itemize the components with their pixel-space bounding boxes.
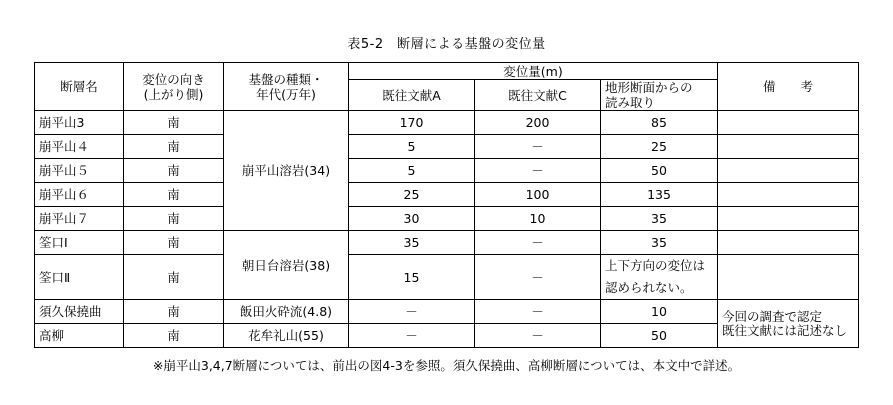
header-literature-c: 既往文献C xyxy=(475,80,601,111)
fault-name-cell: 筌口Ⅱ xyxy=(35,255,124,300)
header-remarks: 備 考 xyxy=(718,63,859,111)
header-basement-line1: 基盤の種類・ xyxy=(248,71,324,87)
lit-a-cell: 170 xyxy=(349,111,475,135)
header-displacement: 変位量(m) xyxy=(349,63,718,80)
header-basement xyxy=(224,63,349,111)
header-direction-line2: (上がり側) xyxy=(143,86,204,102)
remarks-line1: 今回の調査で認定 xyxy=(722,308,823,324)
remarks-line2: 既往文献には記述なし xyxy=(722,322,848,338)
basement-cell: 朝日台溶岩(38) xyxy=(224,231,349,300)
topo-cell: 10 xyxy=(601,300,718,324)
lit-c-cell: － xyxy=(475,159,601,183)
direction-cell: 南 xyxy=(124,231,224,255)
lit-c-cell: 10 xyxy=(475,207,601,231)
lit-c-cell: － xyxy=(475,324,601,348)
lit-a-cell: 5 xyxy=(349,135,475,159)
lit-a-cell: － xyxy=(349,300,475,324)
displacement-table xyxy=(34,62,859,348)
direction-cell: 南 xyxy=(124,255,224,300)
topo-cell: 35 xyxy=(601,231,718,255)
header-direction-line1: 変位の向き xyxy=(142,71,205,87)
lit-a-cell: 15 xyxy=(349,255,475,300)
topo-note-line1: 上下方向の変位は xyxy=(605,258,706,273)
topo-cell: 50 xyxy=(601,159,718,183)
fault-name-cell: 崩平山3 xyxy=(35,111,124,135)
footnote: ※崩平山3,4,7断層については、前出の図4-3を参照。須久保撓曲、高柳断層については、本文中で詳述。 xyxy=(152,358,741,373)
direction-cell: 南 xyxy=(124,300,224,324)
header-topographic xyxy=(601,80,718,111)
table-row xyxy=(35,111,859,135)
direction-cell: 南 xyxy=(124,111,224,135)
lit-c-cell: 100 xyxy=(475,183,601,207)
fault-name-cell: 高柳 xyxy=(35,324,124,348)
lit-c-cell: － xyxy=(475,135,601,159)
topo-cell: 135 xyxy=(601,183,718,207)
remarks-cell xyxy=(718,183,859,207)
remarks-cell xyxy=(718,231,859,255)
topo-cell: 85 xyxy=(601,111,718,135)
remarks-cell xyxy=(718,300,859,348)
remarks-cell xyxy=(718,111,859,135)
table-row xyxy=(35,300,859,324)
direction-cell: 南 xyxy=(124,135,224,159)
table-row xyxy=(35,231,859,255)
basement-cell: 飯田火砕流(4.8) xyxy=(224,300,349,324)
table-row xyxy=(35,135,859,159)
lit-a-cell: 35 xyxy=(349,231,475,255)
header-direction xyxy=(124,63,224,111)
table-row xyxy=(35,255,859,300)
table-row xyxy=(35,159,859,183)
table-row xyxy=(35,183,859,207)
header-literature-a: 既往文献A xyxy=(349,80,475,111)
remarks-cell xyxy=(718,255,859,300)
fault-name-cell: 崩平山５ xyxy=(35,159,124,183)
direction-cell: 南 xyxy=(124,183,224,207)
lit-c-cell: － xyxy=(475,300,601,324)
lit-c-cell: － xyxy=(475,231,601,255)
header-basement-line2: 年代(万年) xyxy=(256,86,316,102)
table-row xyxy=(35,207,859,231)
basement-cell: 崩平山溶岩(34) xyxy=(224,111,349,231)
fault-name-cell: 筌口Ⅰ xyxy=(35,231,124,255)
lit-c-cell: 200 xyxy=(475,111,601,135)
lit-a-cell: 5 xyxy=(349,159,475,183)
header-topographic-line2: 読み取り xyxy=(605,95,656,110)
header-topographic-line1: 地形断面からの xyxy=(605,80,693,95)
remarks-cell xyxy=(718,207,859,231)
topo-cell: 35 xyxy=(601,207,718,231)
lit-c-cell: － xyxy=(475,255,601,300)
remarks-cell xyxy=(718,135,859,159)
basement-cell: 花牟礼山(55) xyxy=(224,324,349,348)
fault-name-cell: 崩平山６ xyxy=(35,183,124,207)
fault-name-cell: 崩平山７ xyxy=(35,207,124,231)
topo-cell: 25 xyxy=(601,135,718,159)
direction-cell: 南 xyxy=(124,207,224,231)
fault-name-cell: 崩平山４ xyxy=(35,135,124,159)
table-caption: 表5-2 断層による基盤の変位量 xyxy=(347,37,546,52)
header-row-1 xyxy=(35,63,859,80)
lit-a-cell: － xyxy=(349,324,475,348)
direction-cell: 南 xyxy=(124,159,224,183)
header-fault-name: 断層名 xyxy=(35,63,124,111)
topo-cell xyxy=(601,255,718,300)
lit-a-cell: 30 xyxy=(349,207,475,231)
direction-cell: 南 xyxy=(124,324,224,348)
topo-cell: 50 xyxy=(601,324,718,348)
remarks-cell xyxy=(718,159,859,183)
topo-note-line2: 認められない。 xyxy=(605,280,693,295)
lit-a-cell: 25 xyxy=(349,183,475,207)
fault-name-cell: 須久保撓曲 xyxy=(35,300,124,324)
